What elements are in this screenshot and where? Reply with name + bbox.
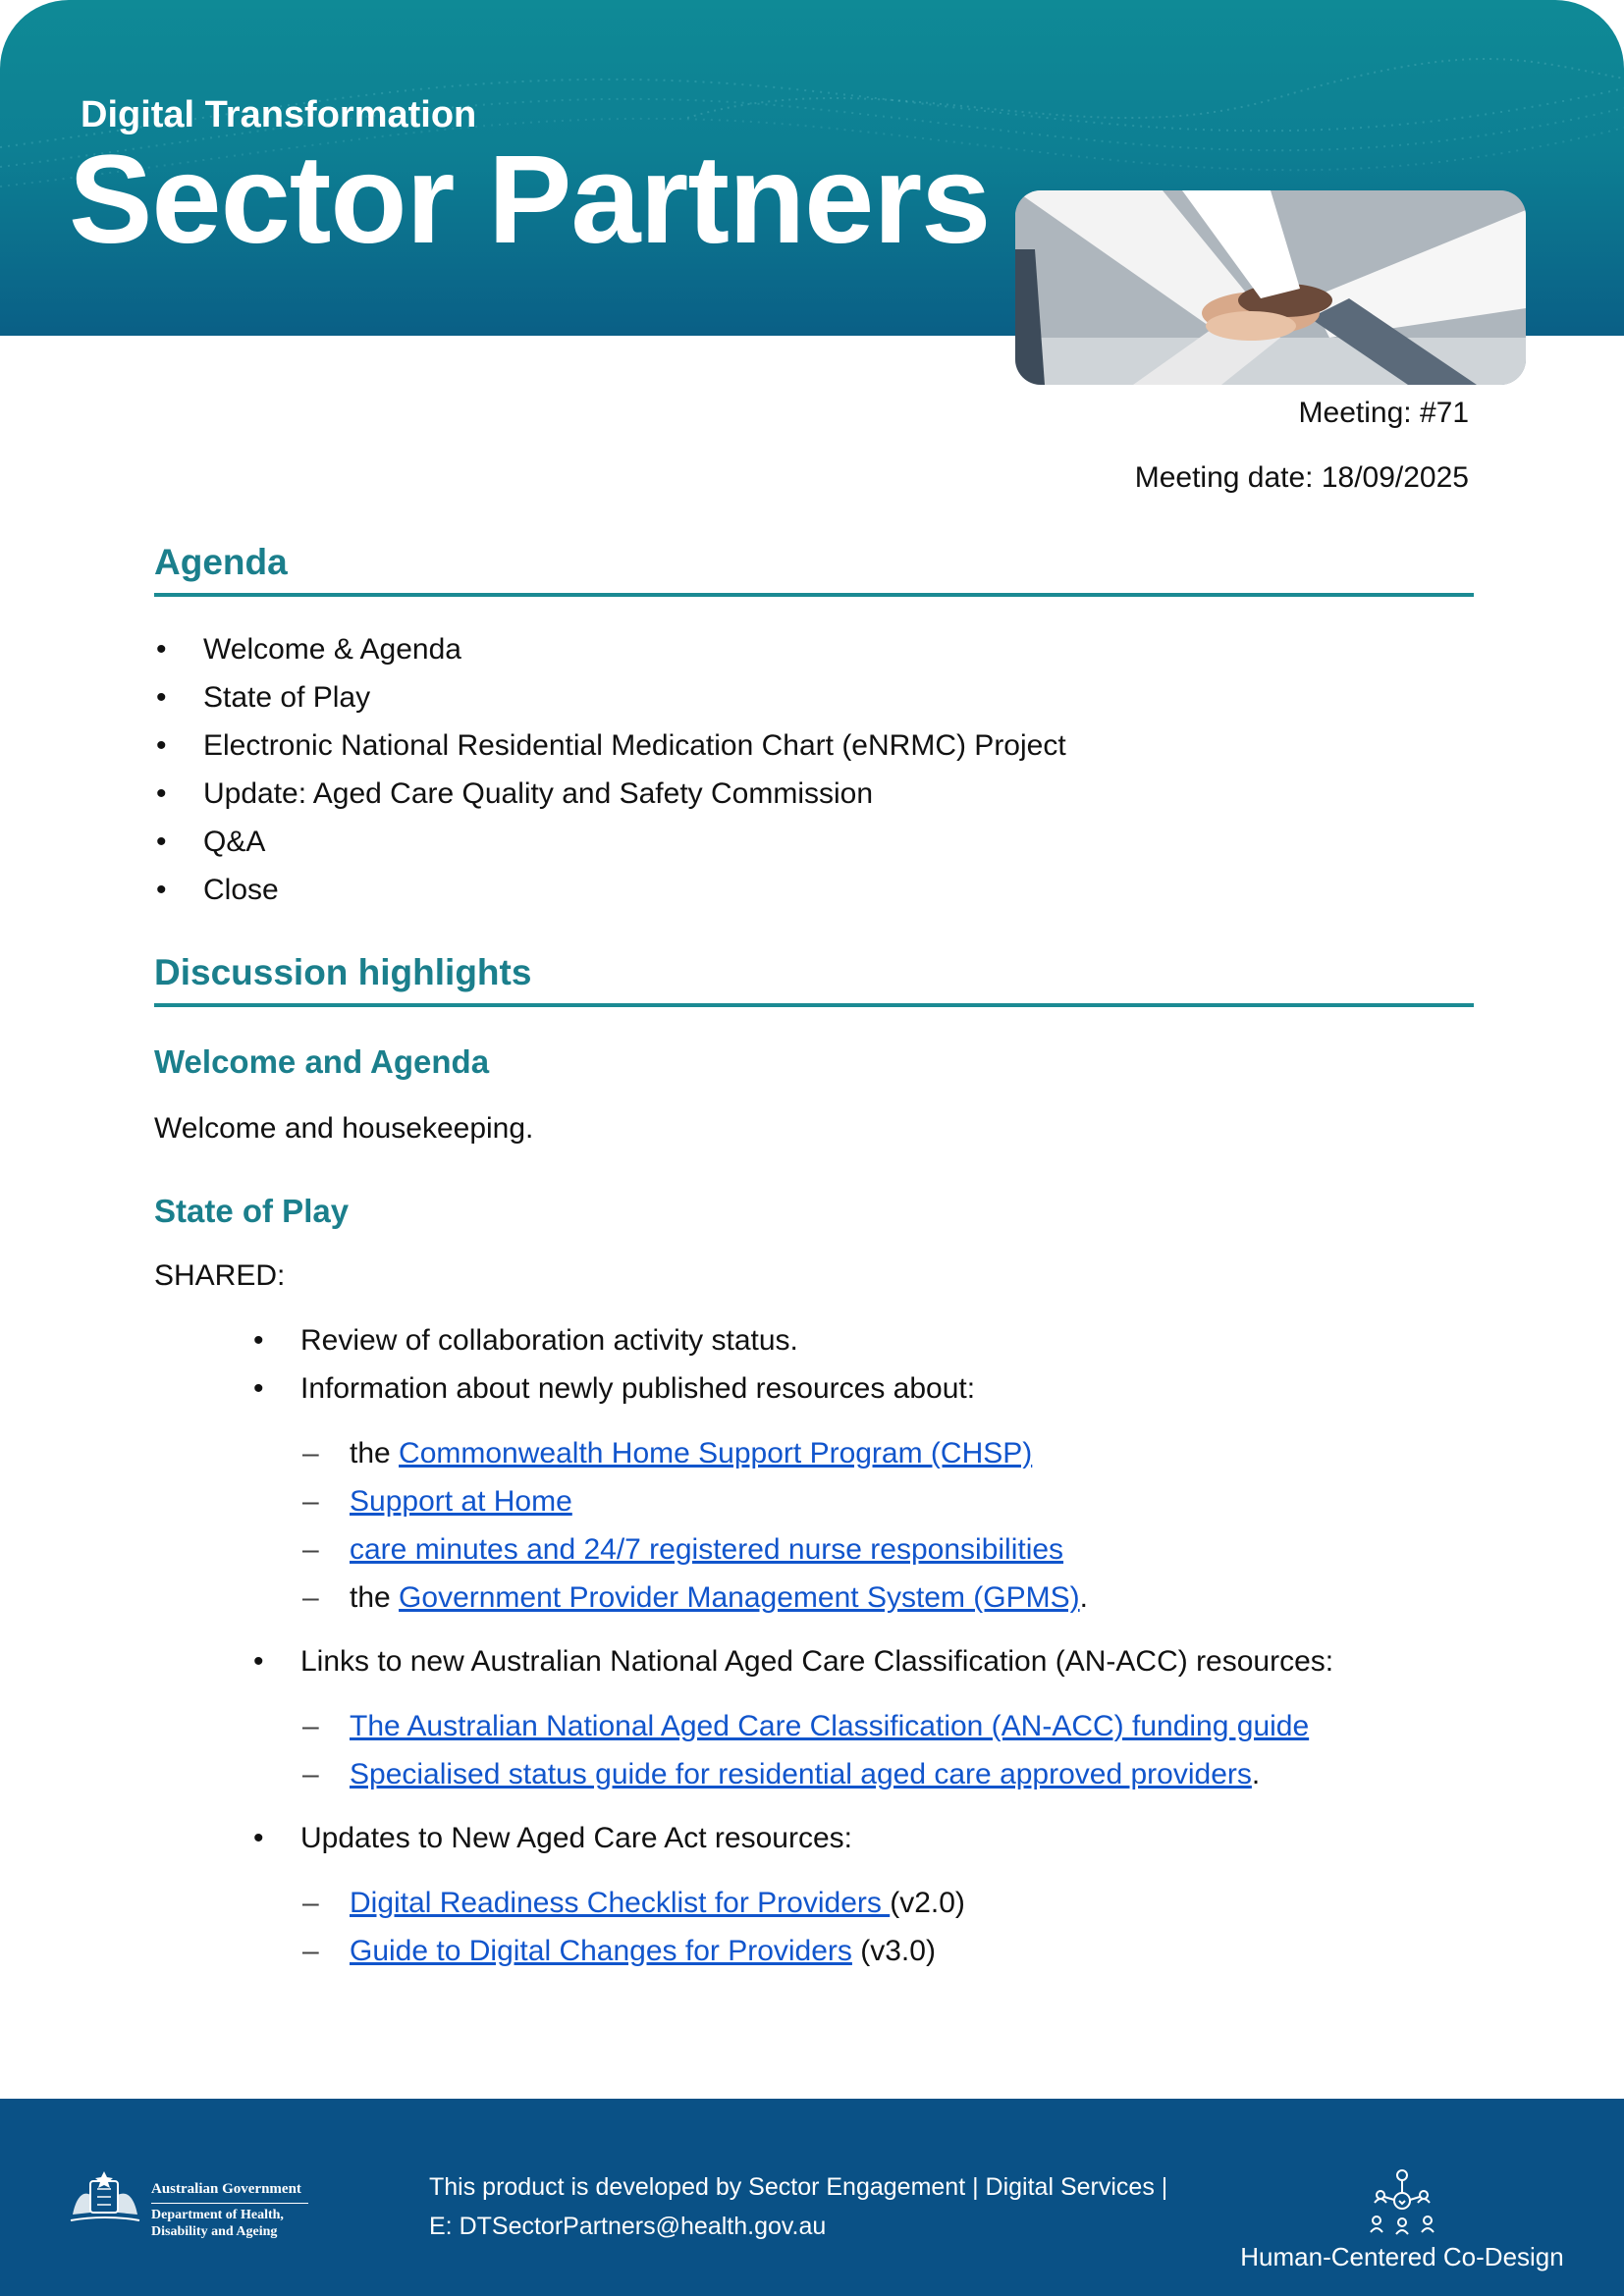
link-suffix: . — [1079, 1581, 1088, 1614]
digital-changes-guide-link[interactable]: Guide to Digital Changes for Providers — [350, 1935, 852, 1967]
dash-icon: – — [302, 1935, 319, 1967]
agenda-item: • Q&A — [154, 823, 1066, 871]
people-network-icon — [1363, 2167, 1441, 2238]
list-item — [253, 1530, 1088, 1578]
bullet-text: Review of collaboration activity status. — [300, 1324, 798, 1357]
gov-name: Australian Government — [151, 2181, 301, 2197]
gov-divider — [151, 2203, 308, 2204]
agenda-item: • Electronic National Residential Medication Chart (eNRMC) Project — [154, 726, 1066, 774]
agenda-item: • Close — [154, 871, 1066, 919]
list-item — [253, 1434, 1088, 1482]
link-suffix: . — [1251, 1758, 1261, 1790]
list-item — [253, 1707, 1309, 1755]
care-minutes-link[interactable]: care minutes and 24/7 registered nurse responsibilities — [350, 1533, 1064, 1566]
department-line: Department of Health, — [151, 2208, 284, 2222]
bullet-resources — [253, 1369, 975, 1409]
coat-of-arms-icon — [63, 2165, 147, 2234]
bullet-review — [253, 1321, 798, 1361]
hands-illustration — [1015, 190, 1526, 385]
page-footer — [0, 2099, 1624, 2296]
department-line: Disability and Ageing — [151, 2224, 278, 2239]
team-hands-photo — [1015, 190, 1526, 385]
bullet-icon: • — [253, 1822, 264, 1854]
version-label: (v2.0) — [890, 1887, 965, 1919]
list-item — [253, 1578, 1088, 1627]
agenda-item: • State of Play — [154, 678, 1066, 726]
anacc-list — [253, 1707, 1309, 1803]
department-name — [151, 2207, 284, 2240]
list-item — [253, 1884, 965, 1932]
dash-icon: – — [302, 1437, 319, 1469]
developed-by-text: This product is developed by Sector Engagement | Digital Services | — [429, 2173, 1168, 2201]
bullet-text: Links to new Australian National Aged Care Classification (AN-ACC) resources: — [300, 1645, 1334, 1678]
header-kicker: Digital Transformation — [81, 94, 477, 135]
act-list — [253, 1884, 965, 1980]
bullet-icon: • — [253, 1372, 264, 1405]
dash-icon: – — [302, 1533, 319, 1566]
discussion-heading: Discussion highlights — [154, 952, 1474, 1007]
codesign-badge — [1235, 2167, 1569, 2272]
meeting-date: Meeting date: 18/09/2025 — [1134, 461, 1469, 494]
agenda-item: • Welcome & Agenda — [154, 630, 1066, 678]
codesign-label: Human-Centered Co-Design — [1240, 2242, 1564, 2271]
welcome-text: Welcome and housekeeping. — [154, 1112, 534, 1145]
anacc-funding-guide-link[interactable]: The Australian National Aged Care Classification (AN-ACC) funding guide — [350, 1710, 1310, 1742]
meeting-number: Meeting: #71 — [1298, 397, 1469, 429]
list-item — [253, 1932, 965, 1980]
state-of-play-heading: State of Play — [154, 1193, 350, 1229]
bullet-anacc — [253, 1642, 1333, 1682]
contact-email[interactable]: E: DTSectorPartners@health.gov.au — [429, 2213, 827, 2240]
bullet-icon: • — [253, 1645, 264, 1678]
list-item — [253, 1755, 1309, 1803]
link-prefix: the — [350, 1437, 400, 1469]
list-item — [253, 1482, 1088, 1530]
specialised-status-guide-link[interactable]: Specialised status guide for residential aged care approved providers — [350, 1758, 1252, 1790]
page-title: Sector Partners — [69, 130, 991, 270]
australian-government-logo — [63, 2162, 318, 2250]
bullet-text: Information about newly published resources about: — [300, 1372, 976, 1405]
version-label: (v3.0) — [851, 1935, 936, 1967]
agenda-list — [154, 630, 1066, 919]
digital-readiness-checklist-link[interactable]: Digital Readiness Checklist for Providers — [350, 1887, 891, 1919]
link-prefix: the — [350, 1581, 400, 1614]
dash-icon: – — [302, 1758, 319, 1790]
agenda-heading: Agenda — [154, 542, 1474, 597]
dash-icon: – — [302, 1710, 319, 1742]
bullet-icon: • — [253, 1324, 264, 1357]
gpms-link[interactable]: Government Provider Management System (GPMS) — [399, 1581, 1080, 1614]
chsp-link[interactable]: Commonwealth Home Support Program (CHSP) — [399, 1437, 1033, 1469]
agenda-item: • Update: Aged Care Quality and Safety Commission — [154, 774, 1066, 823]
dash-icon: – — [302, 1581, 319, 1614]
bullet-text: Updates to New Aged Care Act resources: — [300, 1822, 852, 1854]
support-at-home-link[interactable]: Support at Home — [350, 1485, 572, 1518]
shared-label: SHARED: — [154, 1259, 286, 1292]
footer-credits — [429, 2167, 1167, 2246]
bullet-act — [253, 1819, 852, 1858]
resources-list — [253, 1434, 1088, 1627]
welcome-heading: Welcome and Agenda — [154, 1043, 490, 1080]
dash-icon: – — [302, 1887, 319, 1919]
dash-icon: – — [302, 1485, 319, 1518]
